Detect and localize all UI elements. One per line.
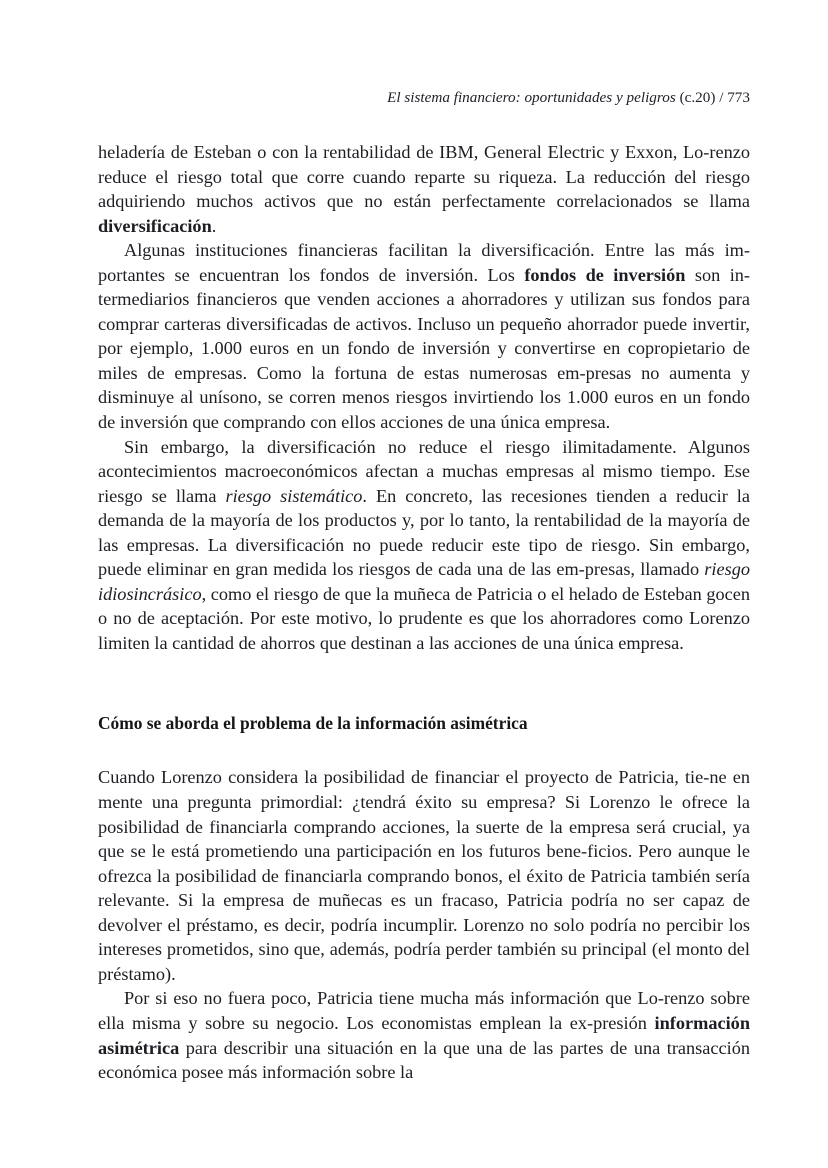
paragraph-p5: [98, 986, 750, 1084]
emphasis-bold: fondos de inversión: [524, 264, 686, 285]
text-run: Sin embargo, la diversificación no reduce el riesgo ilimitadamente. Algunos acontecimientos macroeconómicos afectan a muchas empresas al mismo tiempo. Ese riesgo se llama: [98, 436, 750, 506]
text-run: heladería de Esteban o con la rentabilidad de IBM, General Electric y Exxon, Lo-renzo reduce el riesgo total que corre cuando reparte su riqueza. La reducción del riesgo adquiriendo muchos activos que no están perfectamente correlacionados se llama: [98, 142, 750, 212]
heading-space-above: [98, 655, 750, 711]
paragraph-p3: [98, 435, 750, 656]
text-run: Algunas instituciones financieras facilitan la diversificación. Entre las más im-portantes se encuentran los fondos de inversión. Los: [98, 240, 750, 285]
paragraph-p1: [98, 140, 750, 238]
paragraph-p4: [98, 765, 750, 986]
text-run: Por si eso no fuera poco, Patricia tiene mucha más información que Lo-renzo sobre ella misma y sobre su negocio. Los economistas emplean la ex-presión: [98, 988, 750, 1033]
paragraph-p2: [98, 238, 750, 434]
emphasis-bold: información asimétrica: [98, 1012, 750, 1058]
emphasis-bold: diversificación: [98, 215, 212, 236]
text-run: para describir una situación en la que una de las partes de una transacción económica posee más información sobre la: [98, 1037, 750, 1083]
emphasis-italic: riesgo sistemático: [225, 485, 363, 506]
body-text-block: [98, 140, 750, 1085]
text-run: Cuando Lorenzo considera la posibilidad de financiar el proyecto de Patricia, tie-ne en mente una pregunta primordial: ¿tendrá éxito su empresa? Si Lorenzo le ofrece la posibilidad de financiarla comprando acciones, la suerte de la empresa será crucial, ya que se le está prometiendo una participación en los futuros bene-ficios. Pero aunque le ofrezca la posibilidad de financiarla comprando bonos, el éxito de Patricia también sería relevante. Si la empresa de muñecas es un fracaso, Patricia podría no ser capaz de devolver el préstamo, es decir, podría incumplir. Lorenzo no solo podría no percibir los intereses prometidos, sino que, además, podría perder también su principal (el monto del préstamo).: [98, 767, 750, 984]
running-header-title: El sistema financiero: oportunidades y peligros: [387, 89, 676, 106]
paragraphs-before-heading: [98, 140, 750, 655]
text-run: . En concreto, las recesiones tienden a reducir la demanda de la mayoría de los productos y, por lo tanto, la rentabilidad de la mayoría de las empresas. La diversificación no puede reducir este tipo de riesgo. Sin embargo, puede eliminar en gran medida los riesgos de cada una de las em-presas, llamado: [98, 485, 750, 580]
text-run: .: [211, 215, 217, 236]
section-heading: Cómo se aborda el problema de la información asimétrica: [98, 713, 528, 734]
running-header-folio: (c.20) / 773: [675, 89, 750, 106]
paragraphs-after-heading: [98, 765, 750, 1084]
running-header: [98, 88, 750, 108]
emphasis-italic: riesgo idiosincrásico: [98, 559, 750, 604]
text-run: son in-termediarios financieros que venden acciones a ahorradores y utilizan sus fondos para comprar carteras diversificadas de activos. Incluso un pequeño ahorrador puede invertir, por ejemplo, 1.000 euros en un fondo de inversión y convertirse en copropietario de miles de empresas. Como la fortuna de estas numerosas em-presas no aumenta y disminuye al unísono, se corren menos riesgos invirtiendo los 1.000 euros en un fondo de inversión que comprando con ellos acciones de una única empresa.: [98, 264, 751, 433]
text-run: , como el riesgo de que la muñeca de Patricia o el helado de Esteban gocen o no de aceptación. Por este motivo, lo prudente es que los ahorradores como Lorenzo limiten la cantidad de ahorros que destinan a las acciones de una única empresa.: [98, 583, 750, 653]
heading-space-below: [98, 735, 750, 765]
